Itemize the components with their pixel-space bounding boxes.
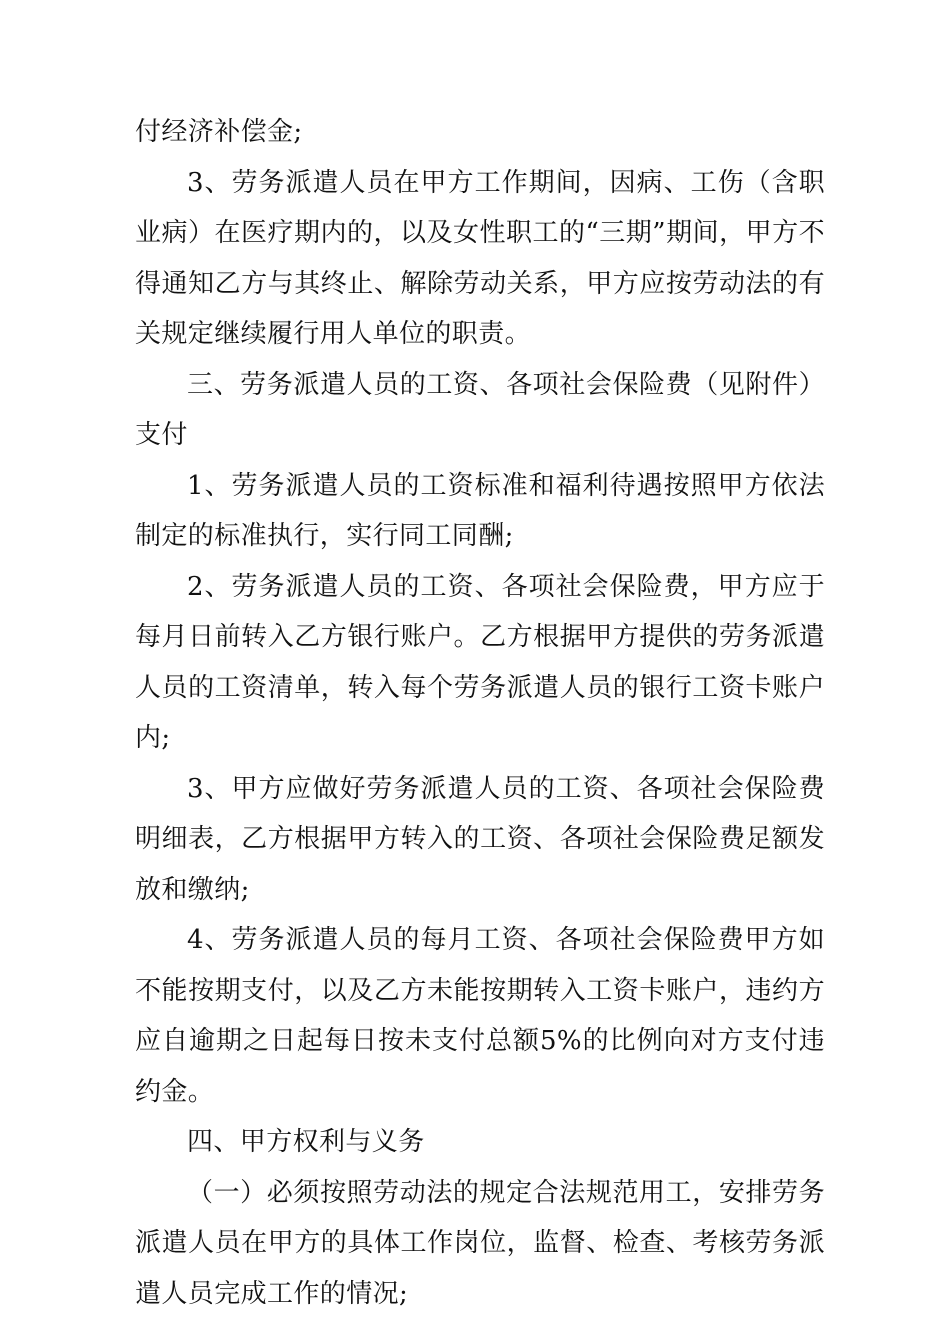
paragraph-clause-3-medical-period: 3、劳务派遣人员在甲方工作期间，因病、工伤（含职业病）在医疗期内的，以及女性职工的“三期”期间，甲方不得通知乙方与其终止、解除劳动关系，甲方应按劳动法的有关规定继续履行用人单位的职责。 (135, 167, 825, 349)
paragraph-subclause-1-lawful-employment: （一）必须按照劳动法的规定合法规范用工，安排劳务派遣人员在甲方的具体工作岗位，监督、检查、考核劳务派遣人员完成工作的情况; (135, 1177, 825, 1309)
paragraph-continuation: 付经济补偿金; (135, 117, 303, 147)
paragraph-clause-1-wage-standard: 1、劳务派遣人员的工资标准和福利待遇按照甲方依法制定的标准执行，实行同工同酬; (135, 470, 825, 551)
paragraph-clause-3-wage-schedule: 3、甲方应做好劳务派遣人员的工资、各项社会保险费明细表，乙方根据甲方转入的工资、各项社会保险费足额发放和缴纳; (135, 773, 825, 905)
section-heading-3-wages: 三、劳务派遣人员的工资、各项社会保险费（见附件）支付 (135, 369, 825, 450)
section-heading-4-party-a-rights: 四、甲方权利与义务 (187, 1127, 425, 1157)
document-body (135, 107, 825, 1319)
paragraph-clause-2-wage-transfer: 2、劳务派遣人员的工资、各项社会保险费，甲方应于每月日前转入乙方银行账户。乙方根据甲方提供的劳务派遣人员的工资清单，转入每个劳务派遣人员的银行工资卡账户内; (135, 571, 825, 753)
paragraph-clause-4-late-payment: 4、劳务派遣人员的每月工资、各项社会保险费甲方如不能按期支付，以及乙方未能按期转入工资卡账户，违约方应自逾期之日起每日按未支付总额5%的比例向对方支付违约金。 (135, 925, 825, 1107)
